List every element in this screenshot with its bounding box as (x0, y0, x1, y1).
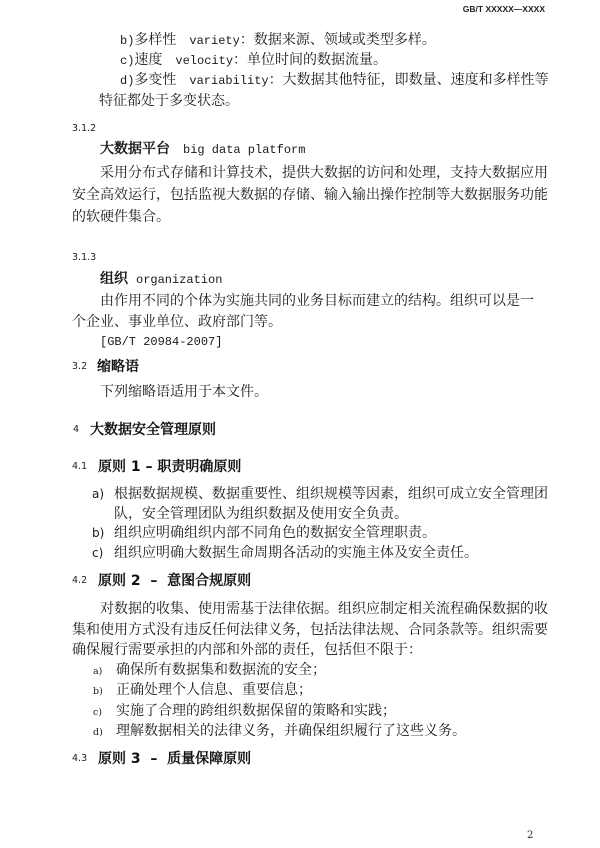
list-label: b) (120, 34, 135, 48)
chapter-number: 4 (73, 424, 80, 435)
clause-title: 原则 3 – 质量保障原则 (98, 751, 252, 767)
definition-line: 采用分布式存储和计算技术，提供大数据的访问和处理，支持大数据应用 (100, 165, 548, 181)
term-heading (100, 270, 222, 289)
list-label: c) (93, 707, 103, 718)
list-label: c) (120, 54, 135, 68)
list-item (92, 485, 548, 503)
term-en: velocity (175, 54, 234, 68)
list-item (120, 51, 387, 70)
paragraph-line: 集和使用方式没有违反任何法律义务，包括法律法规、合同条款等。组织需要 (72, 622, 548, 638)
list-item (120, 71, 549, 90)
paragraph-line: 对数据的收集、使用需基于法律依据。组织应制定相关流程确保数据的收 (100, 601, 548, 617)
item-text: ：单位时间的数据流量。 (233, 52, 388, 68)
paragraph-line: 确保履行需要承担的内部和外部的责任，包括但不限于： (72, 642, 422, 658)
list-item (92, 524, 436, 542)
list-label: a) (93, 666, 103, 677)
list-item (120, 31, 436, 50)
list-item (92, 544, 478, 562)
list-label: c) (92, 546, 104, 560)
term-zh: 多样性 (134, 32, 177, 48)
item-text: 确保所有数据集和数据流的安全； (116, 662, 326, 678)
term-en: organization (136, 273, 223, 287)
list-label: a) (92, 487, 105, 501)
header-standard-number: GB/T XXXXX—XXXX (462, 4, 545, 14)
term-zh: 组织 (100, 271, 128, 287)
definition-line: 安全高效运行，包括监视大数据的存储、输入输出操作控制等大数据服务功能 (72, 187, 548, 203)
list-item (93, 722, 466, 742)
clause-title: 原则 1 – 职责明确原则 (98, 459, 242, 475)
term-zh: 速度 (134, 52, 163, 68)
list-label: d) (120, 74, 135, 88)
clause-number: 3.2 (72, 361, 88, 372)
clause-number: 4.2 (72, 575, 88, 586)
item-text: 组织应明确组织内部不同角色的数据安全管理职责。 (114, 525, 436, 541)
clause-title: 原则 2 – 意图合规原则 (98, 573, 252, 589)
list-item (93, 702, 396, 722)
item-text: ：数据来源、领域或类型多样。 (239, 32, 436, 48)
clause-title: 缩略语 (97, 359, 139, 375)
list-label: b) (92, 526, 105, 540)
definition-line: 个企业、事业单位、政府部门等。 (72, 314, 282, 330)
item-text: 理解数据相关的法律义务，并确保组织履行了这些义务。 (116, 723, 466, 739)
definition-line: 由作用不同的个体为实施共同的业务目标而建立的结构。组织可以是一 (100, 293, 534, 309)
page-number: 2 (527, 830, 534, 841)
item-text: 根据数据规模、数据重要性、组织规模等因素，组织可成立安全管理团 (114, 486, 548, 502)
clause-number: 3.1.2 (72, 123, 97, 134)
source-reference: [GB/T 20984-2007] (100, 335, 223, 349)
term-en: variety (189, 34, 240, 48)
paragraph-line: 下列缩略语适用于本文件。 (100, 384, 268, 400)
item-text: ：大数据其他特征，即数量、速度和多样性等 (268, 72, 549, 88)
item-text: 实施了合理的跨组织数据保留的策略和实践； (116, 703, 396, 719)
term-en: big data platform (183, 143, 306, 157)
list-item (93, 681, 312, 701)
term-heading (100, 140, 305, 159)
term-en: variability (189, 74, 269, 88)
definition-line: 的软硬件集合。 (72, 209, 170, 225)
list-item (93, 661, 326, 681)
clause-number: 4.3 (72, 753, 88, 764)
list-label: d) (93, 727, 103, 738)
clause-number: 3.1.3 (72, 252, 97, 263)
term-zh: 多变性 (134, 72, 177, 88)
item-text: 正确处理个人信息、重要信息； (116, 682, 312, 698)
list-label: b) (93, 686, 103, 697)
term-zh: 大数据平台 (100, 141, 170, 157)
item-text: 组织应明确大数据生命周期各活动的实施主体及安全责任。 (114, 545, 478, 561)
chapter-title: 大数据安全管理原则 (90, 422, 216, 438)
clause-number: 4.1 (72, 461, 88, 472)
item-text-continued: 队，安全管理团队为组织数据及使用安全负责。 (114, 506, 408, 522)
item-text-continued: 特征都处于多变状态。 (99, 93, 239, 109)
